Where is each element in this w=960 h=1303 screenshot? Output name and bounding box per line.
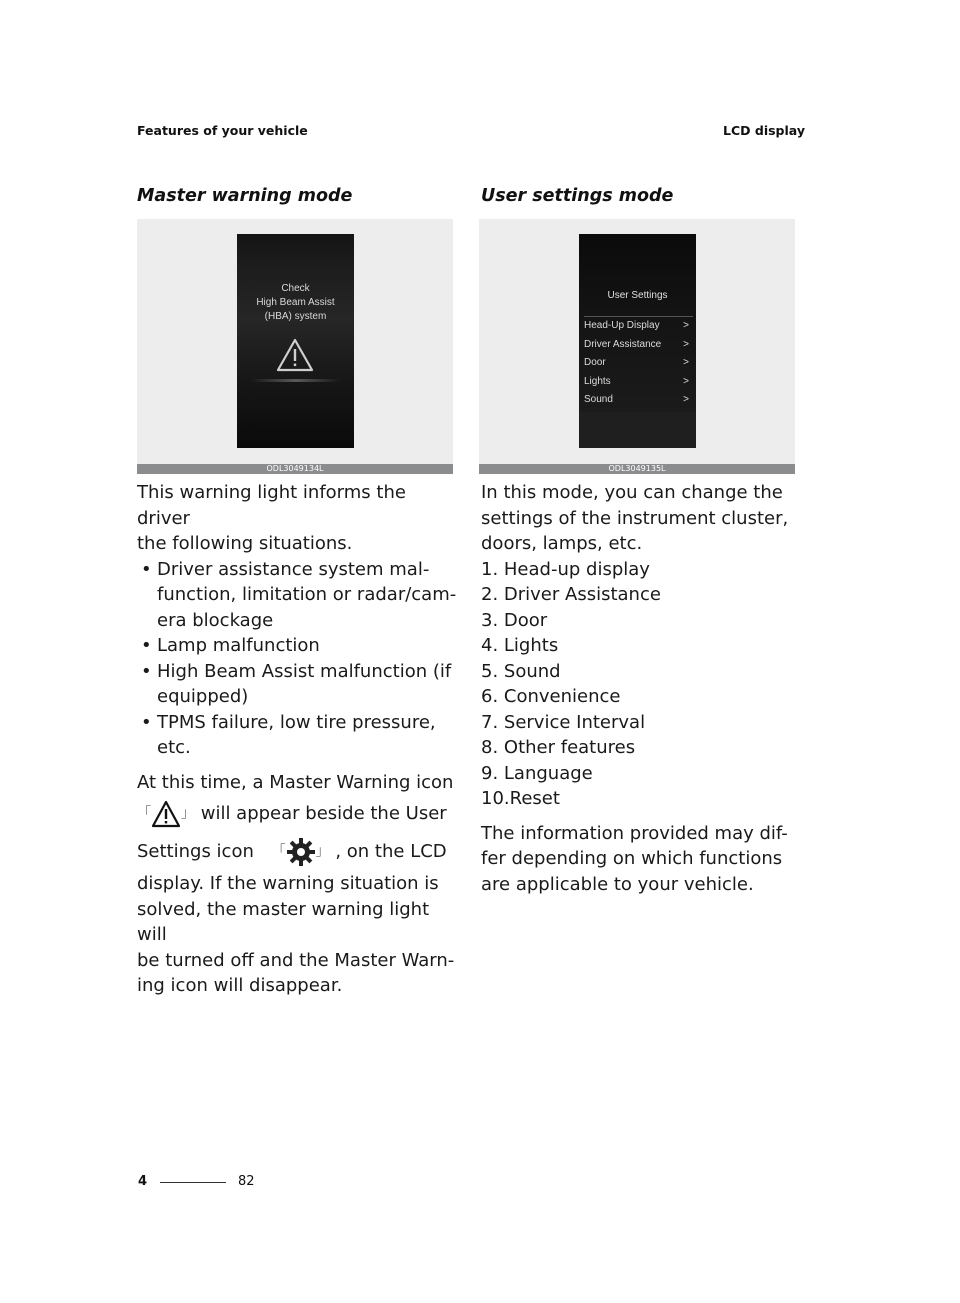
bullet-line: function, limitation or radar/cam- <box>157 584 457 605</box>
running-header-right: LCD display <box>723 123 805 138</box>
paragraph-line: This warning light informs the driver <box>137 482 406 529</box>
chevron-right-icon: > <box>683 357 689 368</box>
menu-item-door <box>584 354 693 373</box>
lcd-warning-text <box>237 282 354 324</box>
section-title-user-settings: User settings mode <box>481 186 674 206</box>
paragraph-line-with-icon <box>137 837 457 867</box>
chevron-right-icon: > <box>683 375 689 387</box>
list-item: 1. Head-up display <box>481 558 650 580</box>
footer-page-number: 82 <box>238 1174 255 1189</box>
menu-item-label: Lights <box>584 375 611 387</box>
menu-item-label: Head-Up Display <box>584 320 660 331</box>
bullet-item <box>137 633 457 659</box>
paragraph-line: At this time, a Master Warning icon <box>137 771 454 793</box>
bullet-line: • Lamp malfunction <box>157 635 320 656</box>
chevron-right-icon: > <box>683 320 689 331</box>
bullet-line: • Driver assistance system mal- <box>157 558 430 580</box>
list-item: 7. Service Interval <box>481 711 646 733</box>
lcd-screen <box>237 234 354 448</box>
menu-item-head-up-display <box>584 316 693 336</box>
list-item: 5. Sound <box>481 660 561 682</box>
lcd-text-line: Check <box>281 283 310 294</box>
paragraph-line-with-icon <box>137 800 457 828</box>
paragraph-line: settings of the instrument cluster, <box>481 507 789 529</box>
gear-icon <box>286 837 316 867</box>
bullet-line: • TPMS failure, low tire pressure, <box>157 711 436 733</box>
list-item: 4. Lights <box>481 635 559 656</box>
chevron-right-icon: > <box>683 394 689 405</box>
list-item: 2. Driver Assistance <box>481 584 661 605</box>
paragraph-line: In this mode, you can change the <box>481 482 783 503</box>
paragraph-line: , on the LCD <box>335 841 447 862</box>
list-item: 9. Language <box>481 762 593 784</box>
paragraph-line: ing icon will disappear. <box>137 975 343 996</box>
figure-user-settings <box>479 219 795 474</box>
bracket-open: 「 <box>271 843 286 860</box>
lcd-screen <box>579 234 696 448</box>
bullet-item <box>137 557 457 634</box>
figure-caption: ODL3049134L <box>137 464 453 474</box>
menu-item-driver-assistance <box>584 336 693 355</box>
menu-item-label: Sound <box>584 394 613 405</box>
lcd-bottom-band <box>579 412 696 448</box>
footer-divider <box>160 1182 226 1183</box>
list-item: 3. Door <box>481 609 548 631</box>
paragraph-line: display. If the warning situation is <box>137 873 439 894</box>
lcd-text-line: High Beam Assist <box>256 297 335 308</box>
paragraph-line: will appear beside the User <box>195 803 447 824</box>
bullet-line: • High Beam Assist malfunction (if <box>157 660 452 682</box>
master-warning-body <box>137 480 457 999</box>
master-warning-icon <box>151 800 181 828</box>
bullet-item <box>137 710 457 761</box>
paragraph-line: the following situations. <box>137 533 353 554</box>
running-header-left: Features of your vehicle <box>137 123 308 138</box>
paragraph-line: be turned off and the Master Warn- <box>137 949 455 971</box>
lcd-text-line: (HBA) system <box>264 311 327 322</box>
user-settings-body <box>481 480 801 897</box>
paragraph-line: The information provided may dif- <box>481 822 788 844</box>
bracket-open: 「 <box>137 805 151 822</box>
warning-triangle-icon <box>276 338 314 372</box>
paragraph-line: Settings icon <box>137 841 254 862</box>
user-settings-title: User Settings <box>607 290 668 301</box>
menu-item-label: Door <box>584 357 606 368</box>
menu-item-sound <box>584 391 693 410</box>
user-settings-menu <box>584 316 693 410</box>
menu-item-label: Driver Assistance <box>584 338 662 350</box>
lcd-glow-line <box>251 379 340 382</box>
section-title-master-warning: Master warning mode <box>137 186 353 206</box>
list-item: 6. Convenience <box>481 686 621 707</box>
paragraph-line: are applicable to your vehicle. <box>481 873 754 895</box>
bullet-line: equipped) <box>157 686 249 707</box>
chevron-right-icon: > <box>683 338 689 350</box>
figure-master-warning <box>137 219 453 474</box>
list-item: 10.Reset <box>481 788 560 809</box>
bracket-close: 」 <box>181 805 195 822</box>
footer-section-number: 4 <box>138 1174 148 1189</box>
list-item: 8. Other features <box>481 737 636 758</box>
bullet-line: era blockage <box>157 609 274 631</box>
paragraph-line: doors, lamps, etc. <box>481 533 643 554</box>
figure-caption: ODL3049135L <box>479 464 795 474</box>
menu-item-lights <box>584 373 693 392</box>
bullet-item <box>137 659 457 710</box>
bracket-close: 」 <box>315 843 330 860</box>
paragraph-line: fer depending on which functions <box>481 848 783 869</box>
paragraph-line: solved, the master warning light will <box>137 898 430 945</box>
bullet-line: etc. <box>157 737 191 758</box>
